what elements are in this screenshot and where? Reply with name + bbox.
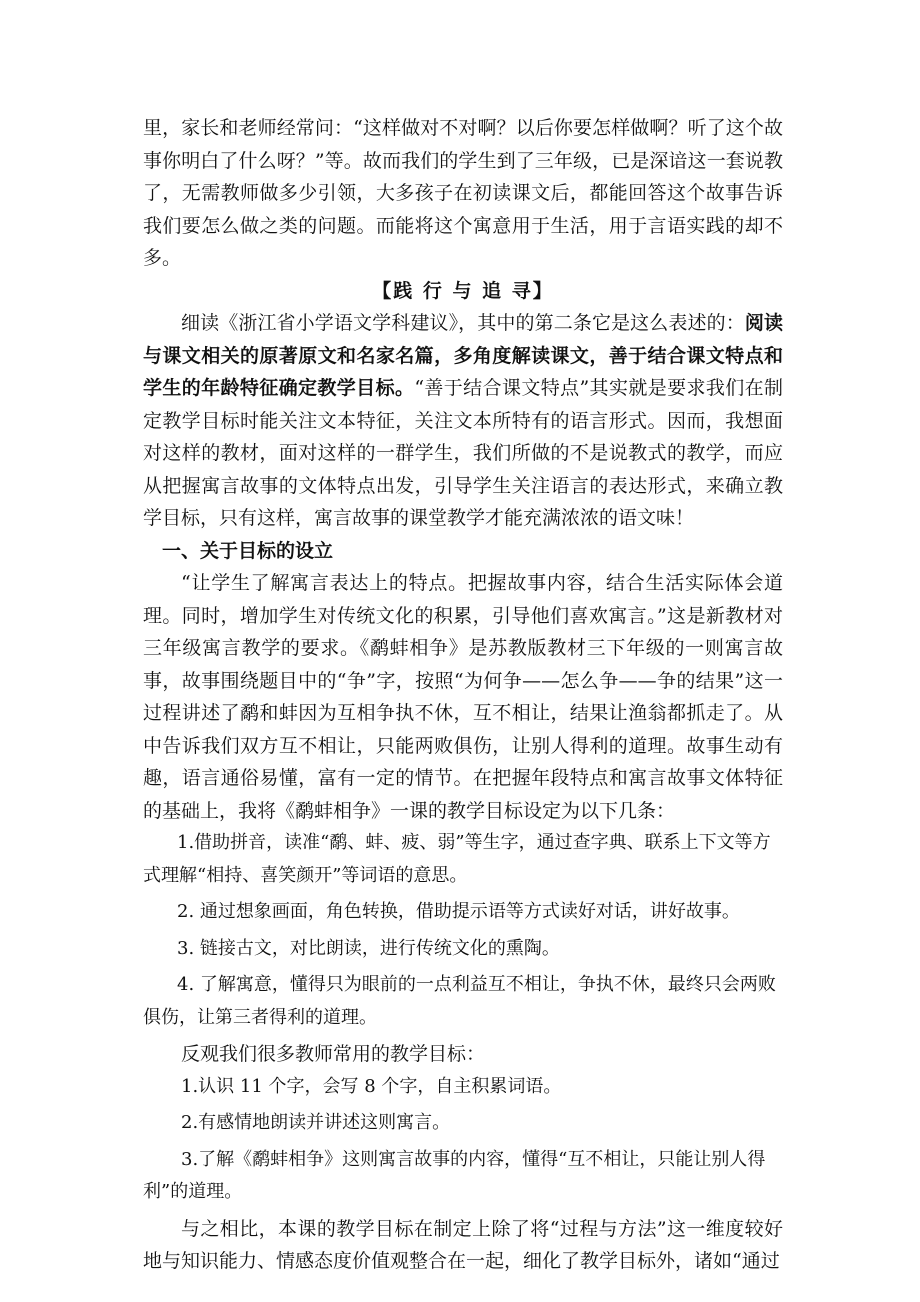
guideline-bold-quote: 阅读与课文相关的原著原文和名家名篇，多角度解读课文，善于结合课文特点和学生的年龄特征确定教学目标。	[143, 312, 783, 399]
teaching-goal-2: 2. 通过想象画面，角色转换，借助提示语等方式读好对话，讲好故事。	[177, 901, 740, 922]
paragraph-fable-requirements: “让学生了解寓言表达上的特点。把握故事内容，结合生活实际体会道理。同时，增加学生对传统文化的积累，引导他们喜欢寓言。”这是新教材对三年级寓言教学的要求。《鹬蚌相争》是苏教版教材三下年级的一则寓言故事，故事围绕题目中的“争”字，按照“为何争——怎么争——争的结果”这一过程讲述了鹬和蚌因为互相争执不休，互不相让，结果让渔翁都抓走了。从中告诉我们双方互不相让，只能两败俱伤，让别人得利的道理。故事生动有趣，语言通俗易懂，富有一定的情节。在把握年段特点和寓言故事文体特征的基础上，我将《鹬蚌相争》一课的教学目标设定为以下几条：	[143, 572, 783, 822]
paragraph-comparison: 与之相比，本课的教学目标在制定上除了将“过程与方法”这一维度较好地与知识能力、情感态度价值观整合在一起，细化了教学目标外，诸如“通过	[143, 1217, 783, 1272]
subheading-goal-setting: 一、关于目标的设立	[162, 539, 334, 562]
teaching-goal-1: 1.借助拼音，读准“鹬、蚌、疲、弱”等生字，通过查字典、联系上下文等方式理解“相持、喜笑颜开”等词语的意思。	[143, 832, 771, 886]
common-goal-2: 2.有感情地朗读并讲述这则寓言。	[181, 1112, 451, 1133]
teaching-goal-3: 3. 链接古文，对比朗读，进行传统文化的熏陶。	[177, 937, 560, 959]
paragraph-common-goals-intro: 反观我们很多教师常用的教学目标：	[181, 1043, 486, 1065]
guideline-tail: “善于结合课文特点”其实就是要求我们在制定教学目标时能关注文本特征，关注文本所特有的语言形式。因而，我想面对这样的教材，面对这样的一群学生，我们所做的不是说教式的教学，而应从把握寓言故事的文体特点出发，引导学生关注语言的表达形式，来确立教学目标，只有这样，寓言故事的课堂教学才能充满浓浓的语文味！	[143, 377, 783, 529]
section-heading: 【践 行 与 追 寻】	[372, 279, 554, 302]
guideline-lead: 细读《浙江省小学语文学科建议》，其中的第二条它是这么表述的：	[181, 312, 745, 334]
teaching-goal-4: 4. 了解寓意，懂得只为眼前的一点利益互不相让，争执不休，最终只会两败俱伤，让第三者得利的道理。	[143, 974, 776, 1028]
common-goals-list	[143, 1071, 783, 1209]
paragraph-guideline	[143, 307, 783, 535]
teaching-goals-list	[143, 827, 783, 1034]
common-goal-1: 1.认识 11 个字，会写 8 个字，自主积累词语。	[181, 1075, 562, 1097]
common-goal-3: 3.了解《鹬蚌相争》这则寓言故事的内容，懂得“互不相让，只能让别人得利”的道理。	[143, 1148, 766, 1202]
intro-paragraph: 里，家长和老师经常问：“这样做对不对啊？以后你要怎样做啊？听了这个故事你明白了什么呀？”等。故而我们的学生到了三年级，已是深谙这一套说教了，无需教师做多少引领，大多孩子在初读课文后，都能回答这个故事告诉我们要怎么做之类的问题。而能将这个寓意用于生活，用于言语实践的却不多。	[143, 117, 783, 269]
document-body	[143, 112, 783, 1278]
